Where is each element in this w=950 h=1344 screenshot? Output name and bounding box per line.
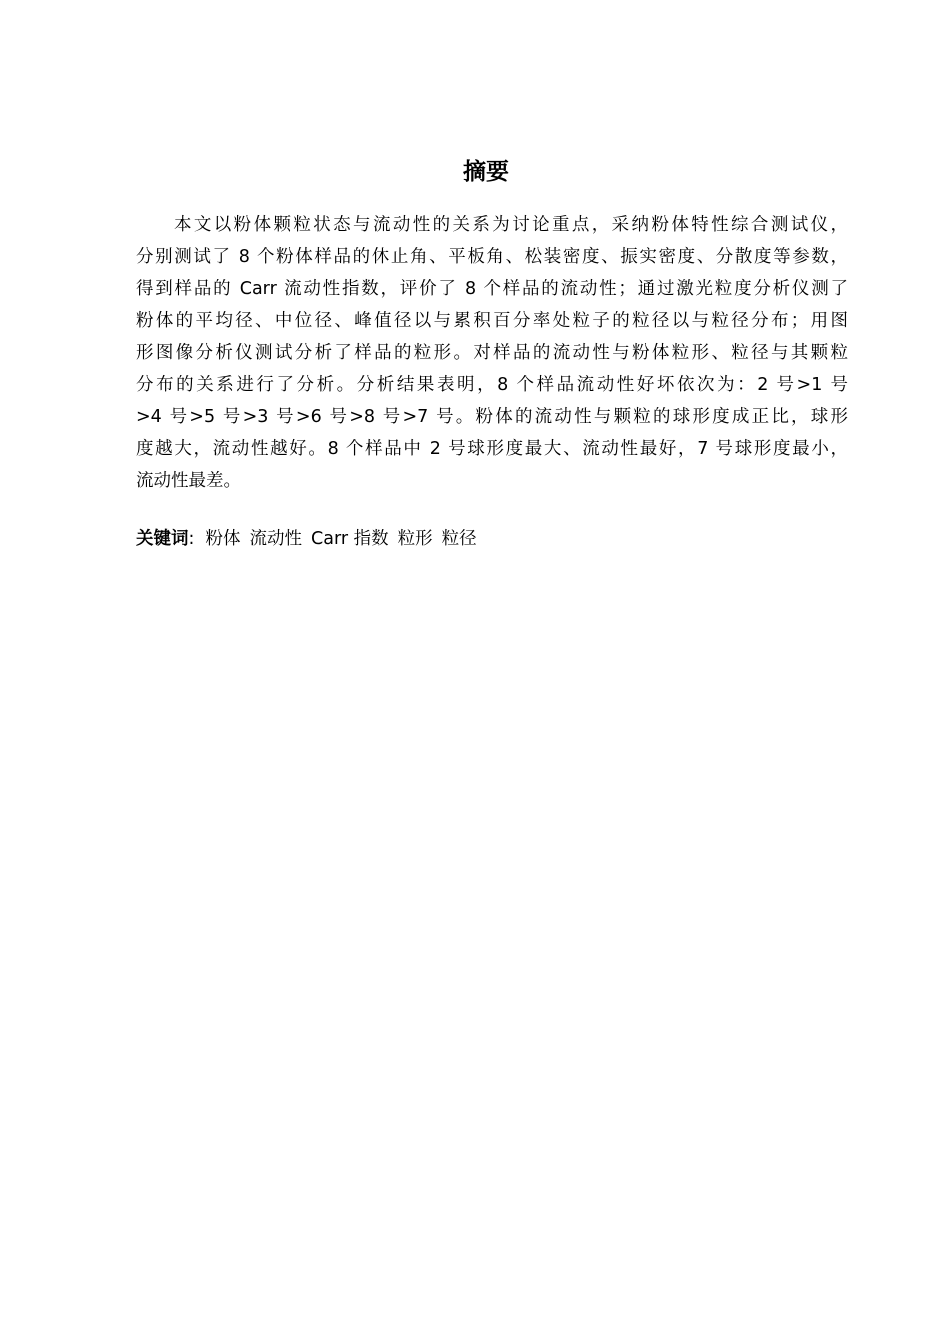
abstract-line: 分布的关系进行了分析。分析结果表明，8 个样品流动性好坏依次为：2 号>1 号 (136, 375, 848, 395)
abstract-title: 摘要 (463, 159, 509, 185)
abstract-line: 度越大，流动性越好。8 个样品中 2 号球形度最大、流动性最好，7 号球形度最小， (136, 439, 848, 459)
abstract-line: >4 号>5 号>3 号>6 号>8 号>7 号。粉体的流动性与颗粒的球形度成正比，球形 (136, 407, 848, 427)
abstract-body (136, 209, 848, 497)
keyword-item: 粒形 (397, 529, 433, 549)
abstract-line: 形图像分析仪测试分析了样品的粒形。对样品的流动性与粉体粒形、粒径与其颗粒 (136, 343, 848, 363)
abstract-line: 得到样品的 Carr 流动性指数，评价了 8 个样品的流动性；通过激光粒度分析仪测了 (136, 279, 848, 299)
keyword-item: Carr 指数 (311, 529, 389, 549)
abstract-line: 粉体的平均径、中位径、峰值径以与累积百分率处粒子的粒径以与粒径分布；用图 (136, 311, 848, 331)
abstract-line: 流动性最差。 (136, 471, 241, 491)
abstract-line: 分别测试了 8 个粉体样品的休止角、平板角、松装密度、振实密度、分散度等参数， (136, 247, 848, 267)
keyword-item: 流动性 (249, 529, 303, 549)
keyword-item: 粉体 (205, 529, 241, 549)
keywords-separator: : (188, 529, 195, 549)
keywords-line (136, 523, 486, 555)
abstract-line: 本文以粉体颗粒状态与流动性的关系为讨论重点，采纳粉体特性综合测试仪， (174, 215, 848, 235)
keywords-label: 关键词 (136, 529, 189, 549)
keyword-item: 粒径 (441, 529, 477, 549)
